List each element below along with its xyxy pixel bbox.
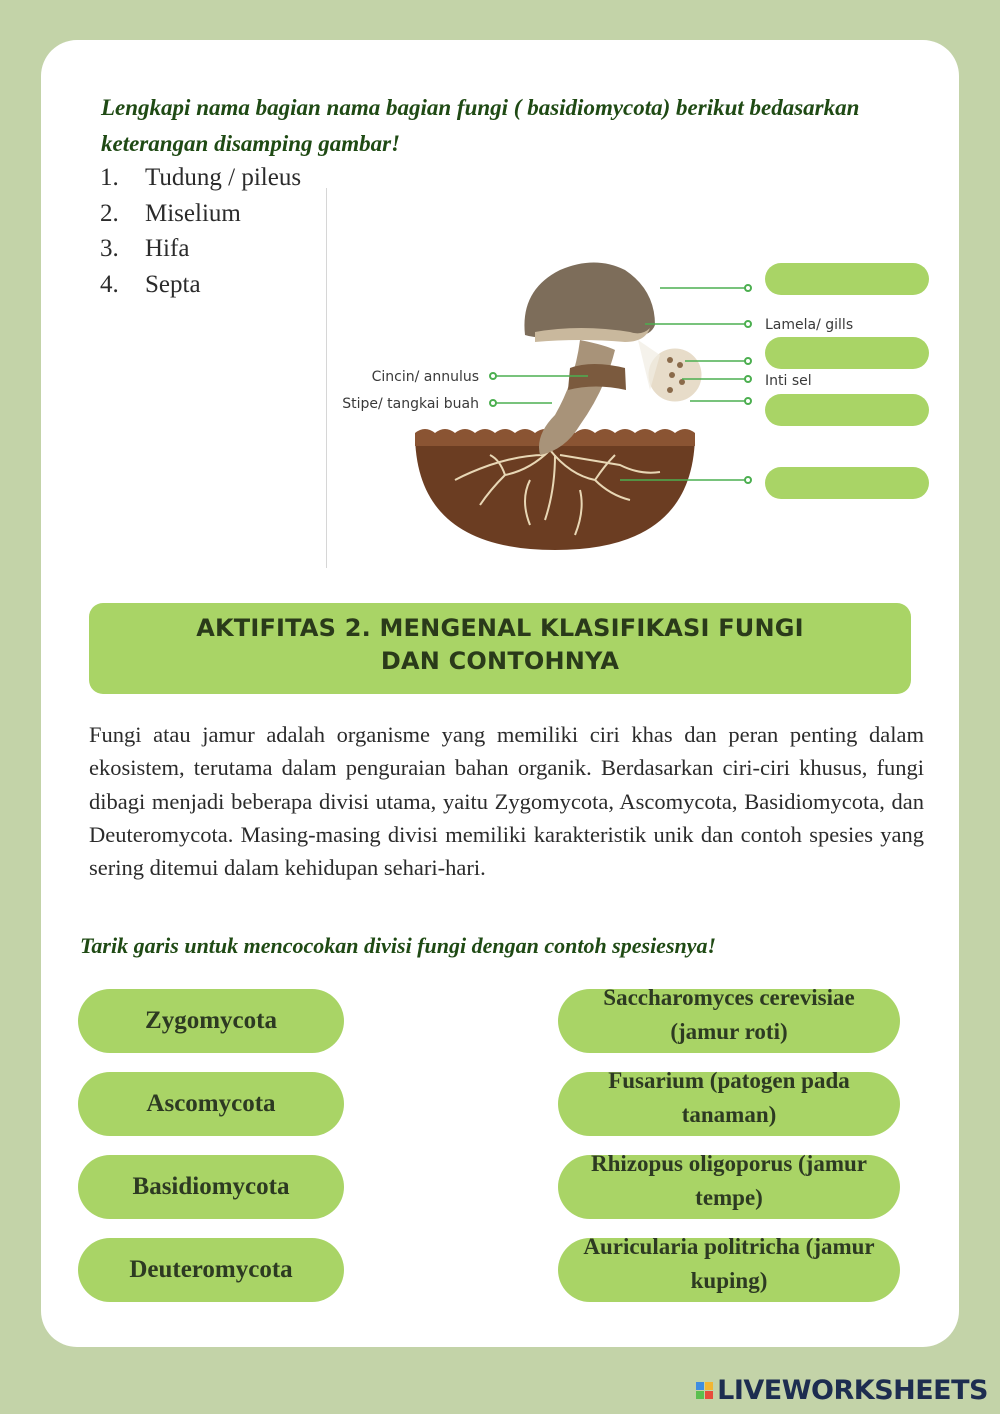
footer-brand — [696, 1374, 988, 1406]
part-label: Septa — [145, 270, 201, 298]
liveworksheets-logo-icon — [696, 1382, 713, 1399]
species-fusarium[interactable]: Fusarium (patogen pada tanaman) — [558, 1072, 900, 1136]
instruction-label-parts: Lengkapi nama bagian nama bagian fungi ( basidiomycota) berikut bedasarkan keterangan disamping gambar! — [101, 95, 860, 156]
list-item: 4. Septa — [100, 267, 301, 303]
species-auricularia[interactable]: Auricularia politricha (jamur kuping) — [558, 1238, 900, 1302]
species-rhizopus[interactable]: Rhizopus oligoporus (jamur tempe) — [558, 1155, 900, 1219]
soil-illustration — [415, 433, 695, 550]
part-label: Tudung / pileus — [145, 164, 302, 191]
list-item: 3. Hifa — [100, 231, 301, 267]
list-item: 1. Tudung / pileus — [100, 160, 301, 196]
species-saccharomyces[interactable]: Saccharomyces cerevisiae (jamur roti) — [558, 989, 900, 1053]
divider — [326, 188, 327, 568]
answer-field-hifa[interactable] — [765, 337, 929, 369]
pileus-illustration — [524, 263, 655, 338]
label-stipe: Stipe/ tangkai buah — [342, 396, 479, 412]
label-lamela: Lamela/ gills — [765, 317, 854, 333]
part-label: Miselium — [145, 199, 241, 227]
division-ascomycota[interactable]: Ascomycota — [78, 1072, 344, 1136]
label-cincin: Cincin/ annulus — [371, 369, 479, 385]
instruction-label-matching: Tarik garis untuk mencocokan divisi fungi dengan contoh spesiesnya! — [80, 933, 717, 958]
answer-field-septa[interactable] — [765, 394, 929, 426]
answer-field-miselium[interactable] — [765, 467, 929, 499]
part-label: Hifa — [145, 235, 190, 262]
division-zygomycota[interactable]: Zygomycota — [78, 989, 344, 1053]
division-basidiomycota[interactable]: Basidiomycota — [78, 1155, 344, 1219]
label-inti-sel: Inti sel — [765, 373, 812, 389]
annulus-illustration — [568, 364, 626, 390]
intro-paragraph: Fungi atau jamur adalah organisme yang memiliki ciri khas dan peran penting dalam ekosistem, terutama dalam penguraian bahan organik. Berdasarkan ciri-ciri khusus, fungi dibagi menjadi beberapa divisi utama, yaitu Zygomycota, Ascomycota, Basidiomycota, dan Deuteromycota. Masing-masing divisi memiliki karakteristik unik dan contoh spesies yang sering ditemui dalam kehidupan sehari-hari. — [89, 722, 924, 881]
footer-brand-text: LIVEWORKSHEETS — [717, 1374, 988, 1406]
division-deuteromycota[interactable]: Deuteromycota — [78, 1238, 344, 1302]
activity-title: AKTIFITAS 2. MENGENAL KLASIFIKASI FUNGI DAN CONTOHNYA — [89, 603, 911, 694]
list-item: 2. Miselium — [100, 196, 301, 232]
answer-field-pileus[interactable] — [765, 263, 929, 295]
parts-list — [100, 160, 301, 302]
